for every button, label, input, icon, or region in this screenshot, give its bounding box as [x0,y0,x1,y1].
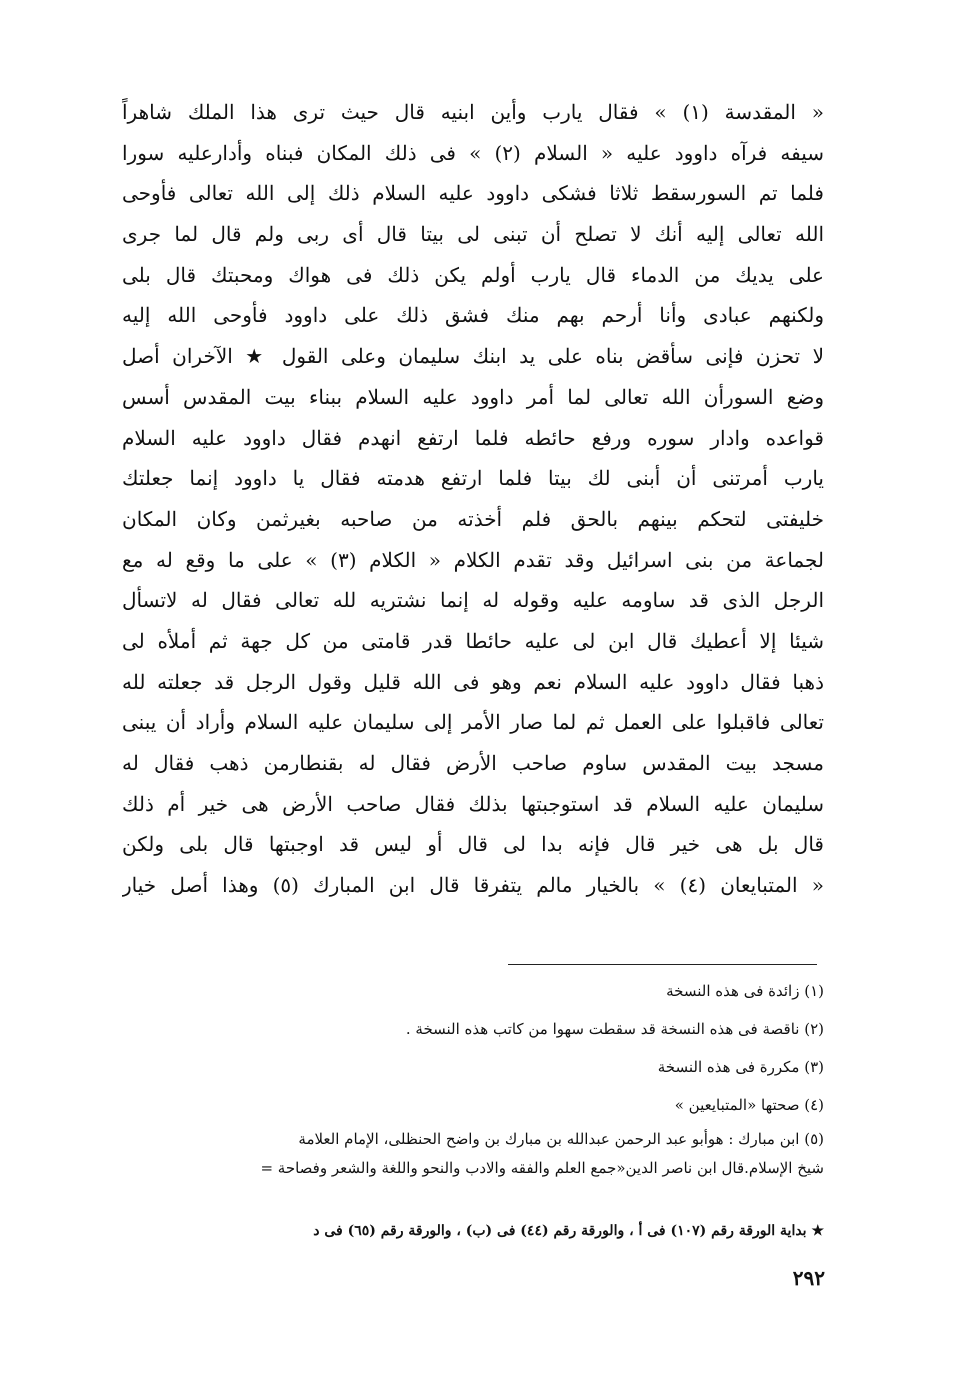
body-line: على يديك من الدماء قال يارب أولم يكن ذلك فى هواك ومحبتك قال بلى [122,262,824,287]
page-number: ٢٩٢ [792,1266,825,1290]
manuscript-folio-note: ★ بداية الورقة رقم (١٠٧) فى أ ، والورقة رقم (٤٤) فى (ب) ، والورقة رقم (٦٥) فى د [313,1223,824,1239]
footnotes-list [110,972,824,1182]
body-line: « المتبايعان (٤) » بالخيار مالم يتفرقا قال ابن المبارك (٥) وهذا أصل خيار [122,873,824,898]
body-line: يارب أمرتنى أن أبنى لك بيتا فلما ارتفع هدمته فقال يا داوود إنما جعلتك [122,466,824,491]
body-line: الرجل الذى قد ساومه عليه وقوله له إنما نشتريه لله تعالى فقال له لاتسأل [122,588,824,613]
body-line: وضع السورأن الله تعالى لما أمر داوود عليه السلام ببناء بيت المقدس أسس [122,384,824,409]
body-line: فلما تم السورسقط ثلاثا فشكى داوود عليه السلام ذلك إلى الله تعالى فأوحى [122,181,824,206]
body-line: سليمان عليه السلام قد استوجبتها بذلك فقال صاحب الأرض هى خير أم ذلك [122,791,824,816]
footnote-5-continued: شيخ الإسلام.قال ابن ناصر الدين«جمع العلم والفقه والادب والنحو واللغة والشعر وفصاحة = [260,1159,824,1177]
footnote-4: (٤) صحتها «المتبايعين » [674,1096,824,1114]
body-line: تعالى فاقبلوا على العمل ثم لما صار الأمر إلى سليمان عليه السلام وأراد أن يبنى [122,710,824,735]
body-line: ولكنهم عبادى وأنا أرحم بهم منك فشق ذلك على داوود فأوحى الله إليه [122,303,824,328]
footnote-5: (٥) ابن مبارك : هوأبو عبد الرحمن عبدالله بن مبارك بن واضح الحنظلى، الإمام العلامة [298,1130,824,1148]
body-line: قال بل هى خير قال فإنه بدا لى قال أو ليس قد اوجبتها قال بلى ولكن [122,832,824,857]
body-line: قواعده وادار سوره ورفع حائطه فلما ارتفع انهدم فقال داوود عليه السلام [122,425,824,450]
body-line: لجماعة من بنى اسرائيل وقد تقدم الكلام « الكلام (٣) » على ما وقع له مع [122,547,824,572]
body-line: ذهبا فقال داوود عليه السلام نعم وهو فى الله قليل وقول الرجل قد جعلته لله [122,669,824,694]
footnote-2: (٢) ناقصة فى هذه النسخة قد سقطت سهوا من كاتب هذه النسخة . [405,1020,824,1038]
body-line: شيئا إلا أعطيك قال ابن لى عليه حائطا قدر قامتى من كل جهة ثم أملأه لى [122,628,824,653]
body-line: سيفه فرآه داوود عليه « السلام (٢) » فى ذلك المكان فبناه وأدارعليه سورا [122,140,824,165]
body-line: « المقدسة (١) » فقال يارب وأين ابنيه قال حيث ترى هذا الملك شاهراً [122,100,824,124]
footnote-divider [508,964,817,965]
body-line: الله تعالى إليه أنك لا تصلح أن تبنى لى بيتا قال أى ربى ولم قال لما جرى [122,222,824,247]
main-text-block [122,92,824,906]
footnote-3: (٣) مكررة فى هذه النسخة [657,1058,824,1076]
body-line: خليفتى لتحكم بينهم بالحق فلم أخذته من صاحبه بغيرثمن وكان المكان [122,506,824,531]
body-line: مسجد بيت المقدس ساوم صاحب الأرض فقال له بقنطارمن ذهب فقال له [122,751,824,775]
body-line: لا تحزن فإنى سأقض بناه على يد ابنك سليمان وعلى القول ★ الآخران أصل [122,344,824,369]
footnote-1: (١) زائدة فى هذه النسخة [666,982,824,1000]
